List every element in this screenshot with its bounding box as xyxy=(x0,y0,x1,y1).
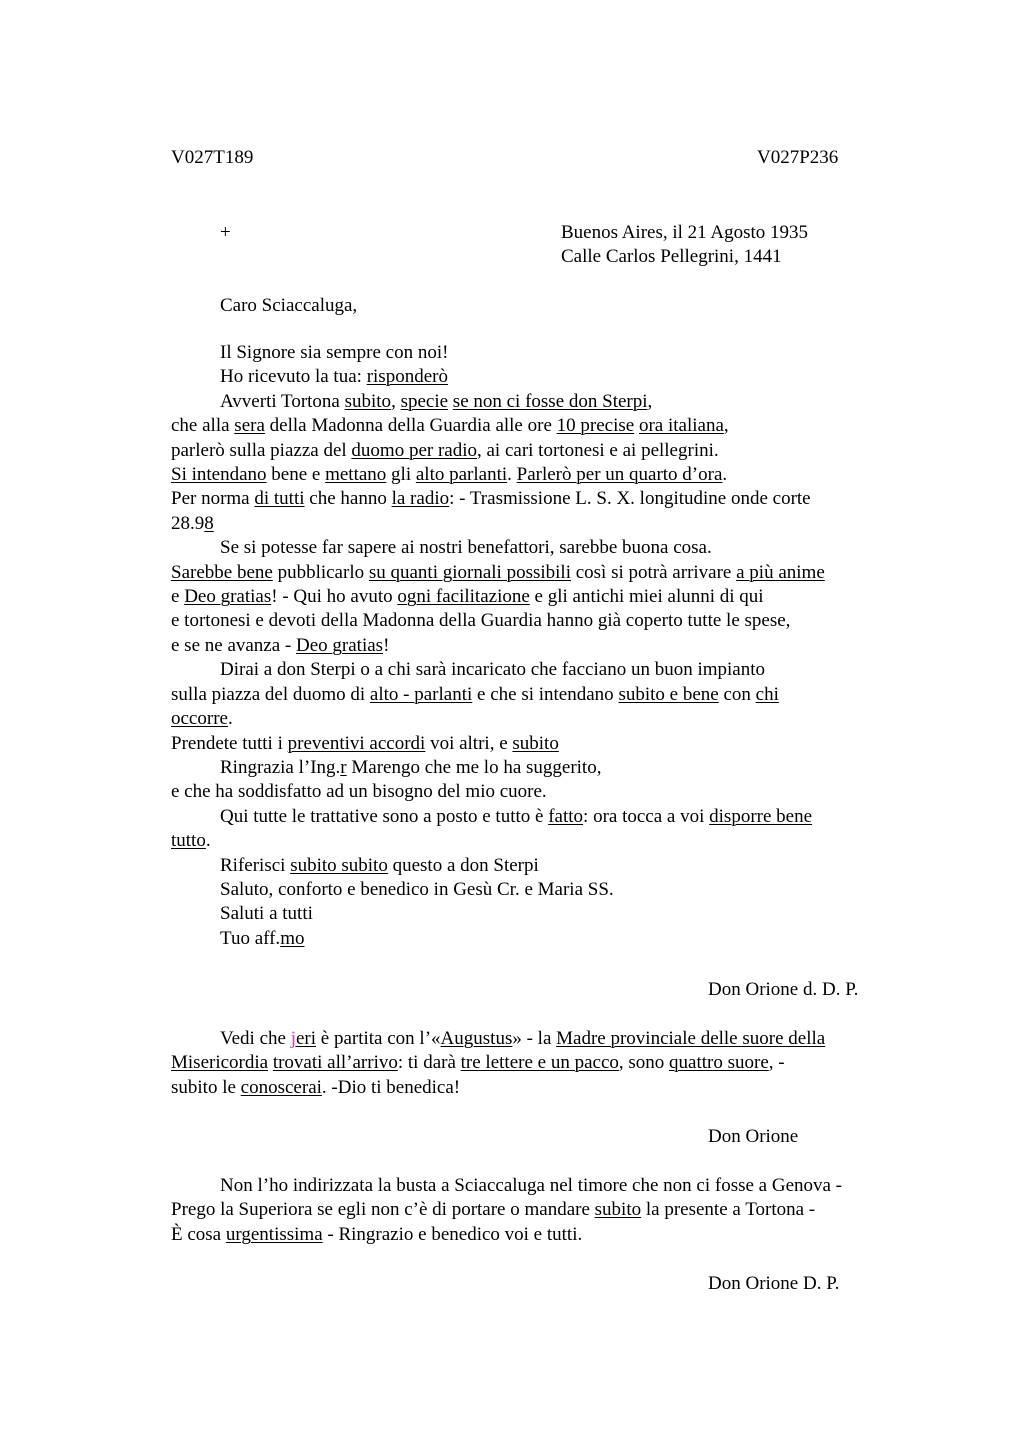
body-line: Avverti Tortona subito, specie se non ci fosse don Sterpi, xyxy=(220,390,653,412)
postscript-2 xyxy=(171,1174,901,1247)
body-line: Dirai a don Sterpi o a chi sarà incaricato che facciano un buon impianto xyxy=(220,659,765,681)
body-line: Ringrazia l’Ing.r Marengo che me lo ha suggerito, xyxy=(220,756,602,778)
body-line: Sarebbe bene pubblicarlo su quanti giornali possibili così si potrà arrivare a più anime xyxy=(171,561,825,583)
body-line: Riferisci subito subito questo a don Sterpi xyxy=(220,854,539,876)
body-line: Saluti a tutti xyxy=(220,903,313,925)
postscript-line: Vedi che jeri è partita con l’«Augustus» - la Madre provinciale delle suore della xyxy=(220,1028,826,1049)
cross-mark: + xyxy=(220,222,231,243)
body-line: Si intendano bene e mettano gli alto parlanti. Parlerò per un quarto d’ora. xyxy=(171,464,728,486)
postscript-line: Misericordia trovati all’arrivo: ti darà tre lettere e un pacco, sono quattro suore, - xyxy=(171,1052,785,1074)
signature-postscript-1: Don Orione xyxy=(708,1126,799,1147)
sender-address: Calle Carlos Pellegrini, 1441 xyxy=(561,246,782,267)
body-line: Tuo aff.mo xyxy=(220,927,305,949)
body-line: Saluto, conforto e benedico in Gesù Cr. e Maria SS. xyxy=(220,878,614,900)
signature-main: Don Orione d. D. P. xyxy=(708,979,859,1000)
body-line: parlerò sulla piazza del duomo per radio, ai cari tortonesi e ai pellegrini. xyxy=(171,439,719,461)
body-line: che alla sera della Madonna della Guardia alle ore 10 precise ora italiana, xyxy=(171,415,729,437)
postscript-1 xyxy=(171,1027,901,1100)
body-line: Prendete tutti i preventivi accordi voi altri, e subito xyxy=(171,732,559,754)
postscript-line: Non l’ho indirizzata la busta a Sciaccaluga nel timore che non ci fosse a Genova - xyxy=(220,1175,843,1196)
salutation: Caro Sciaccaluga, xyxy=(220,295,358,316)
body-line: e che ha soddisfatto ad un bisogno del mio cuore. xyxy=(171,781,547,803)
document-code-left: V027T189 xyxy=(171,147,254,168)
body-line: e se ne avanza - Deo gratias! xyxy=(171,634,390,656)
body-line: Ho ricevuto la tua: risponderò xyxy=(220,366,448,388)
body-line: 28.98 xyxy=(171,512,214,534)
body-line: Il Signore sia sempre con noi! xyxy=(220,342,449,363)
body-line: e Deo gratias! - Qui ho avuto ogni facilitazione e gli antichi miei alunni di qui xyxy=(171,586,764,608)
body-line: Qui tutte le trattative sono a posto e tutto è fatto: ora tocca a voi disporre bene xyxy=(220,805,813,827)
body-line: sulla piazza del duomo di alto - parlanti e che si intendano subito e bene con chi xyxy=(171,683,779,705)
letter-body xyxy=(171,341,891,951)
signature-postscript-2: Don Orione D. P. xyxy=(708,1273,840,1294)
postscript-line: subito le conoscerai. -Dio ti benedica! xyxy=(171,1076,461,1098)
body-line: Se si potesse far sapere ai nostri benefattori, sarebbe buona cosa. xyxy=(220,537,712,559)
postscript-line: Prego la Superiora se egli non c’è di portare o mandare subito la presente a Tortona - xyxy=(171,1199,816,1221)
document-code-right: V027P236 xyxy=(757,147,839,168)
place-date: Buenos Aires, il 21 Agosto 1935 xyxy=(561,222,809,243)
body-line: Per norma di tutti che hanno la radio: - Trasmissione L. S. X. longitudine onde corte xyxy=(171,488,811,510)
body-line: tutto. xyxy=(171,830,211,852)
postscript-line: È cosa urgentissima - Ringrazio e benedico voi e tutti. xyxy=(171,1223,583,1245)
body-line: occorre. xyxy=(171,708,233,730)
body-line: e tortonesi e devoti della Madonna della Guardia hanno già coperto tutte le spese, xyxy=(171,610,791,632)
